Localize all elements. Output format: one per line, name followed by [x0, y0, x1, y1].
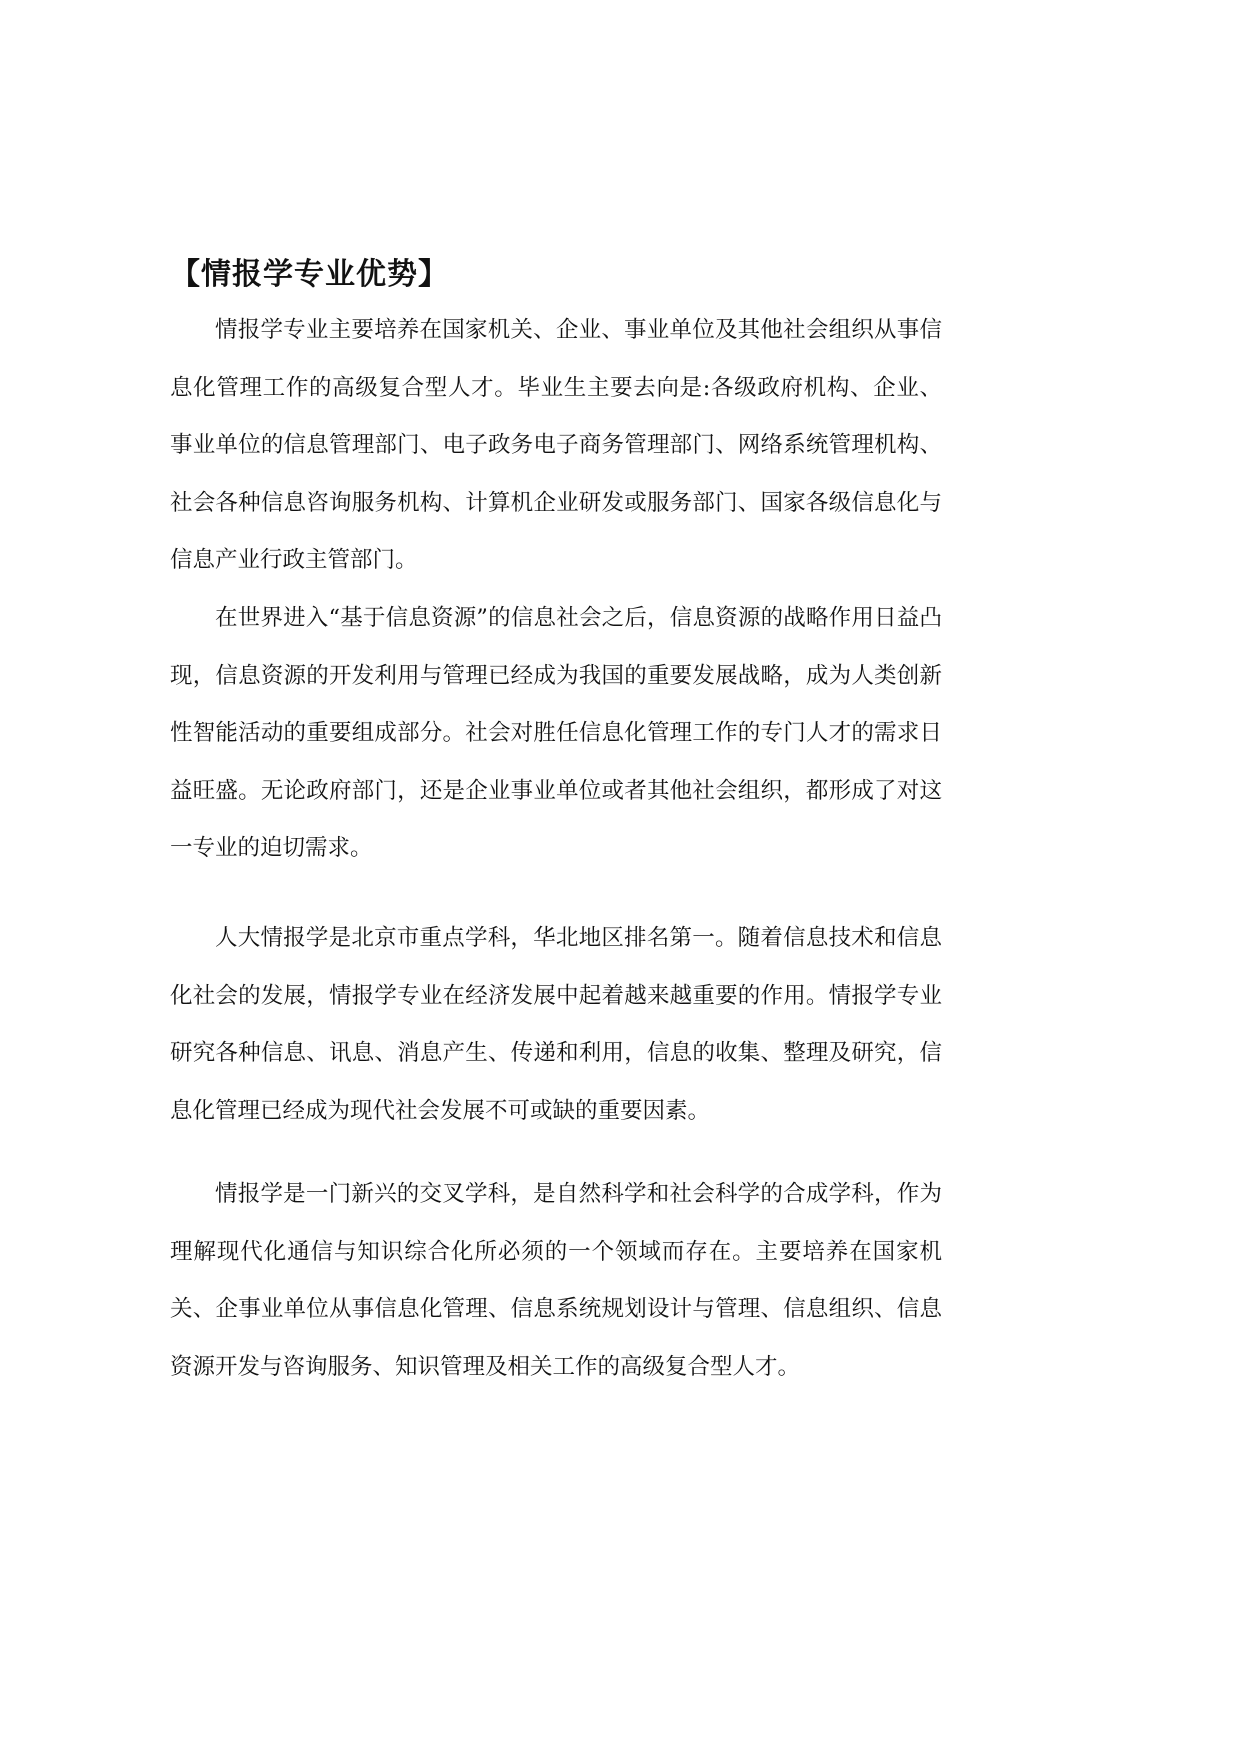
paragraph-career-directions: 情报学专业主要培养在国家机关、企业、事业单位及其他社会组织从事信息化管理工作的高级复合型人才。毕业生主要去向是:各级政府机构、企业、事业单位的信息管理部门、电子政务电子商务管理部门、网络系统管理机构、社会各种信息咨询服务机构、计算机企业研发或服务部门、国家各级信息化与信息产业行政主管部门。	[170, 317, 942, 573]
paragraph-information-society: 在世界进入“基于信息资源”的信息社会之后，信息资源的战略作用日益凸现，信息资源的开发利用与管理已经成为我国的重要发展战略，成为人类创新性智能活动的重要组成部分。社会对胜任信息化管理工作的专门人才的需求日益旺盛。无论政府部门，还是企业事业单位或者其他社会组织，都形成了对这一专业的迫切需求。	[170, 605, 942, 861]
paragraph-ruc-ranking: 人大情报学是北京市重点学科，华北地区排名第一。随着信息技术和信息化社会的发展，情报学专业在经济发展中起着越来越重要的作用。情报学专业研究各种信息、讯息、消息产生、传递和利用，信息的收集、整理及研究，信息化管理已经成为现代社会发展不可或缺的重要因素。	[170, 925, 942, 1124]
section-heading: 【情报学专业优势】	[170, 257, 449, 292]
paragraph-interdisciplinary: 情报学是一门新兴的交叉学科，是自然科学和社会科学的合成学科，作为理解现代化通信与知识综合化所必须的一个领域而存在。主要培养在国家机关、企事业单位从事信息化管理、信息系统规划设计与管理、信息组织、信息资源开发与咨询服务、知识管理及相关工作的高级复合型人才。	[170, 1181, 942, 1380]
